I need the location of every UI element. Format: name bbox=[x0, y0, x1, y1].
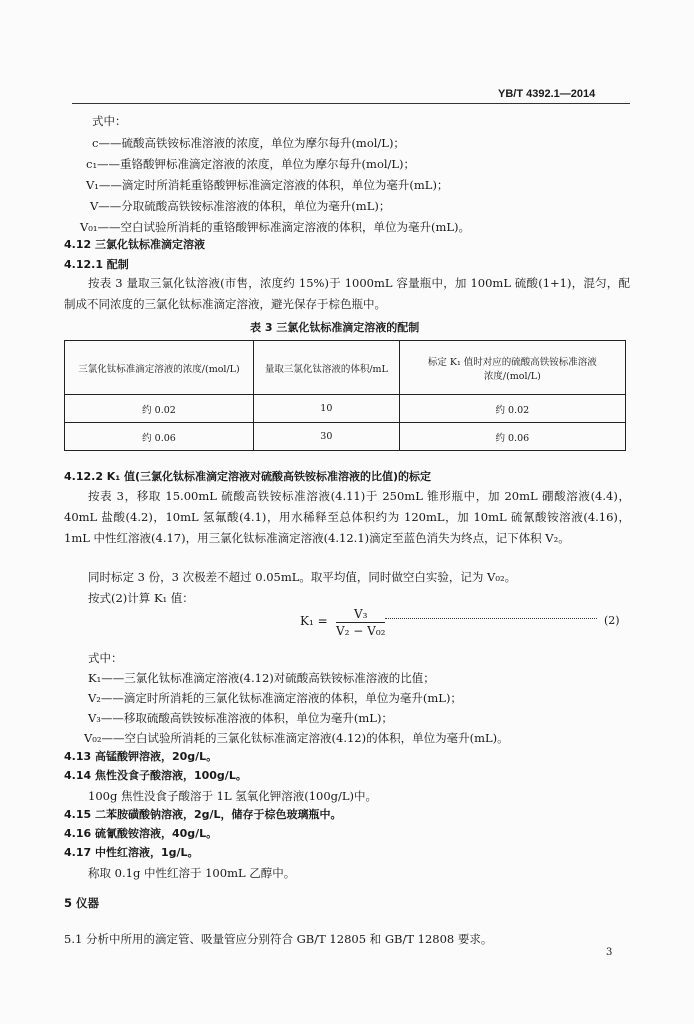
formula-lhs: K₁ = bbox=[300, 614, 328, 628]
section-4-17: 4.17 中性红溶液，1g/L。 bbox=[64, 846, 199, 859]
table-header-row bbox=[65, 341, 626, 395]
definition-v2: V₂——滴定时所消耗的三氯化钛标准滴定溶液的体积，单位为毫升(mL)； bbox=[88, 691, 462, 705]
table-3 bbox=[64, 340, 626, 451]
section-4-15: 4.15 二苯胺磺酸钠溶液，2g/L，储存于棕色玻璃瓶中。 bbox=[64, 808, 342, 821]
section-5-title: 5 仪器 bbox=[64, 896, 100, 910]
section-4-12-2-calc: 按式(2)计算 K₁ 值： bbox=[88, 591, 194, 605]
definition-v1: V₁——滴定时所消耗重铬酸钾标准滴定溶液的体积，单位为毫升(mL)； bbox=[86, 178, 449, 192]
section-4-12-title: 4.12 三氯化钛标准滴定溶液 bbox=[64, 238, 205, 251]
table-header-cell: 三氯化钛标准滴定溶液的浓度/(mol/L) bbox=[65, 341, 254, 395]
section-4-12-1-text: 按表 3 量取三氯化钛溶液(市售，浓度约 15%)于 1000mL 容量瓶中，加 100mL 硫酸(1+1)，混匀，配制成不同浓度的三氯化钛标准滴定溶液，避光保存于棕色瓶中。 bbox=[64, 276, 630, 311]
definition-c: c——硫酸高铁铵标准溶液的浓度，单位为摩尔每升(mol/L)； bbox=[92, 136, 405, 150]
definition-v02: V₀₂——空白试验所消耗的三氯化钛标准滴定溶液(4.12)的体积，单位为毫升(mL)。 bbox=[84, 731, 509, 745]
table-cell: 10 bbox=[253, 395, 399, 423]
definition-v3: V₃——移取硫酸高铁铵标准溶液的体积，单位为毫升(mL)； bbox=[88, 711, 393, 725]
section-4-14: 4.14 焦性没食子酸溶液，100g/L。 bbox=[64, 769, 247, 782]
section-4-12-1-title: 4.12.1 配制 bbox=[64, 258, 129, 271]
definition-k1: K₁——三氯化钛标准滴定溶液(4.12)对硫酸高铁铵标准溶液的比值； bbox=[88, 671, 435, 685]
section-4-13: 4.13 高锰酸钾溶液，20g/L。 bbox=[64, 750, 218, 763]
where-label: 式中： bbox=[92, 114, 127, 128]
section-4-17-text: 称取 0.1g 中性红溶于 100mL 乙醇中。 bbox=[88, 866, 296, 880]
table-3-caption: 表 3 三氯化钛标准滴定溶液的配制 bbox=[250, 321, 420, 334]
section-4-14-text: 100g 焦性没食子酸溶于 1L 氢氧化钾溶液(100g/L)中。 bbox=[88, 789, 378, 803]
section-4-12-2-title: 4.12.2 K₁ 值(三氯化钛标准滴定溶液对硫酸高铁铵标准溶液的比值)的标定 bbox=[64, 470, 432, 483]
document-code: YB/T 4392.1—2014 bbox=[498, 88, 596, 100]
table-cell: 约 0.06 bbox=[399, 423, 625, 451]
formula-denominator: V₂ − V₀₂ bbox=[336, 624, 386, 638]
definition-v01: V₀₁——空白试验所消耗的重铬酸钾标准滴定溶液的体积，单位为毫升(mL)。 bbox=[80, 220, 471, 234]
table-header-cell: 量取三氯化钛溶液的体积/mL bbox=[253, 341, 399, 395]
table-row bbox=[65, 395, 626, 423]
section-5-1-text: 5.1 分析中所用的滴定管、吸量管应分别符合 GB/T 12805 和 GB/T 12808 要求。 bbox=[64, 932, 493, 946]
section-4-16: 4.16 硫氰酸铵溶液，40g/L。 bbox=[64, 827, 218, 840]
table-cell: 约 0.02 bbox=[399, 395, 625, 423]
definition-v: V——分取硫酸高铁铵标准溶液的体积，单位为毫升(mL)； bbox=[90, 199, 391, 213]
table-header-cell: 标定 K₁ 值时对应的硫酸高铁铵标准溶液浓度/(mol/L) bbox=[399, 341, 625, 395]
section-4-12-2-procedure: 按表 3，移取 15.00mL 硫酸高铁铵标准溶液(4.11)于 250mL 锥形瓶中，加 20mL 硼酸溶液(4.4)，40mL 盐酸(4.2)，10mL 氢氟酸(4.1)，用水稀释至总体积约为 120mL，加 10mL 硫氰酸铵溶液(4.16)，1mL 中性红溶液(4.17)，用三氯化钛标准滴定溶液(4.12.1)滴定至蓝色消失为终点，记下体积 V₂。 bbox=[64, 489, 630, 545]
header-rule bbox=[72, 103, 630, 104]
table-cell: 30 bbox=[253, 423, 399, 451]
formula-number: (2) bbox=[604, 614, 620, 627]
page-number: 3 bbox=[606, 947, 613, 958]
formula-fraction bbox=[336, 606, 385, 639]
section-4-12-2-repeat: 同时标定 3 份，3 次极差不超过 0.05mL。取平均值，同时做空白实验，记为 V₀₂。 bbox=[88, 570, 517, 584]
formula-leader-dots bbox=[385, 618, 597, 619]
formula-numerator: V₃ bbox=[336, 606, 385, 623]
table-cell: 约 0.06 bbox=[65, 423, 254, 451]
where-label-2: 式中： bbox=[88, 651, 123, 665]
definition-c1: c₁——重铬酸钾标准滴定溶液的浓度，单位为摩尔每升(mol/L)； bbox=[86, 157, 416, 171]
table-cell: 约 0.02 bbox=[65, 395, 254, 423]
table-row bbox=[65, 423, 626, 451]
